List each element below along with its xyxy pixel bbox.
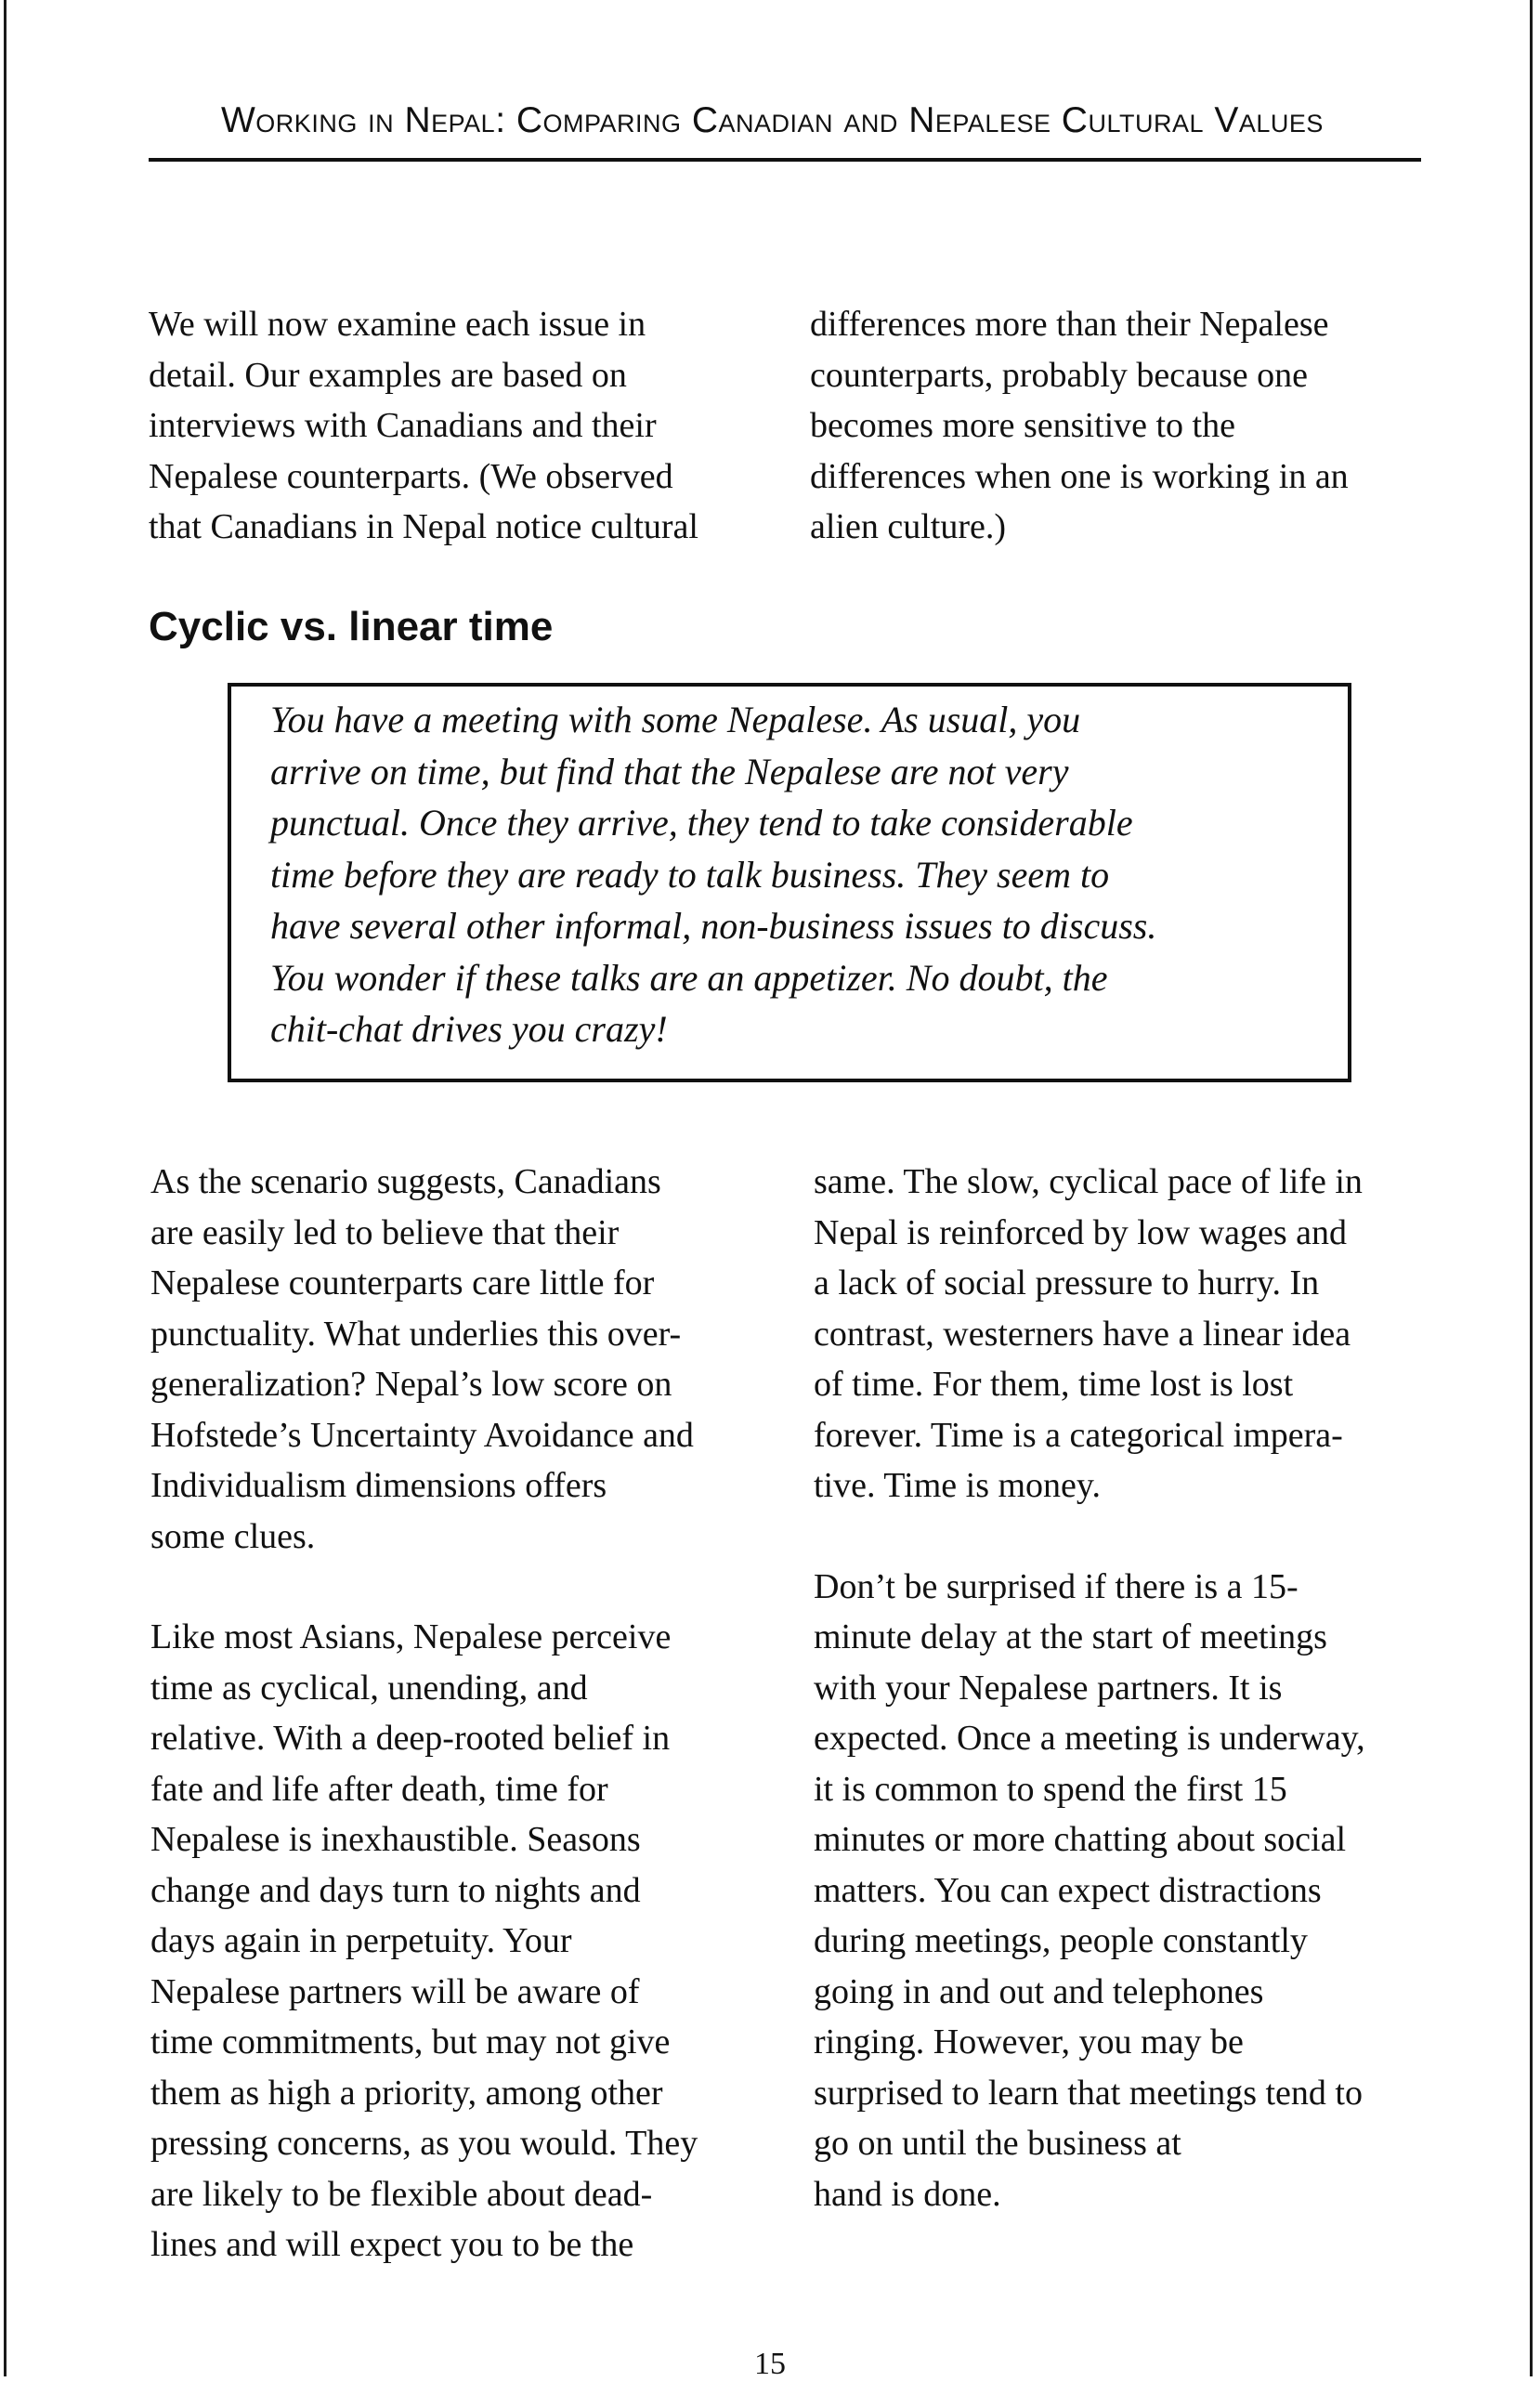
text-line: tive. Time is money. xyxy=(814,1466,1101,1505)
text-line: minutes or more chatting about social xyxy=(814,1820,1347,1859)
text-line: relative. With a deep-rooted belief in xyxy=(150,1719,671,1758)
scenario-line: punctual. Once they arrive, they tend to take considerable xyxy=(270,802,1133,844)
page-right-border xyxy=(1530,0,1533,2376)
text-line: that Canadians in Nepal notice cultural xyxy=(149,507,698,546)
text-line: interviews with Canadians and their xyxy=(149,406,657,445)
text-line: lines and will expect you to be the xyxy=(150,2225,634,2264)
text-line: Nepal is reinforced by low wages and xyxy=(814,1212,1348,1252)
scenario-line: have several other informal, non-business issues to discuss. xyxy=(270,905,1157,947)
text-line: it is common to spend the first 15 xyxy=(814,1769,1287,1809)
text-line: punctuality. What underlies this over- xyxy=(150,1314,682,1354)
page-number: 15 xyxy=(754,2347,786,2381)
text-line: surprised to learn that meetings tend to xyxy=(814,2073,1363,2113)
text-line: time as cyclical, unending, and xyxy=(150,1668,588,1708)
text-line: during meetings, people constantly xyxy=(814,1921,1308,1960)
text-line: a lack of social pressure to hurry. In xyxy=(814,1263,1320,1302)
text-line: Don’t be surprised if there is a 15- xyxy=(814,1566,1299,1606)
body-paragraph xyxy=(814,1562,1365,2220)
text-line: going in and out and telephones xyxy=(814,1971,1264,2011)
text-line: differences when one is working in an xyxy=(810,456,1349,496)
text-line: contrast, westerners have a linear idea xyxy=(814,1314,1351,1354)
text-line: minute delay at the start of meetings xyxy=(814,1617,1327,1656)
text-line: Like most Asians, Nepalese perceive xyxy=(150,1617,672,1656)
text-line: Nepalese is inexhaustible. Seasons xyxy=(150,1820,641,1859)
scenario-box xyxy=(228,683,1351,1082)
text-line: becomes more sensitive to the xyxy=(810,406,1235,445)
intro-left-column xyxy=(149,299,698,553)
body-paragraph xyxy=(150,1612,698,2271)
scenario-line: chit-chat drives you crazy! xyxy=(270,1008,668,1050)
text-line: Hofstede’s Uncertainty Avoidance and xyxy=(150,1415,694,1455)
text-line: time commitments, but may not give xyxy=(150,2022,671,2061)
text-line: fate and life after death, time for xyxy=(150,1769,608,1809)
text-line: are likely to be flexible about dead- xyxy=(150,2174,653,2214)
text-line: forever. Time is a categorical impera- xyxy=(814,1415,1343,1455)
intro-paragraph-right xyxy=(810,299,1349,553)
body-paragraph xyxy=(150,1157,698,1562)
text-line: matters. You can expect distractions xyxy=(814,1870,1322,1910)
intro-right-column xyxy=(810,299,1349,553)
text-line: same. The slow, cyclical pace of life in xyxy=(814,1162,1363,1201)
text-line: Nepalese counterparts care little for xyxy=(150,1263,655,1302)
body-left-column xyxy=(150,1157,698,2271)
text-line: alien culture.) xyxy=(810,507,1007,546)
text-line: with your Nepalese partners. It is xyxy=(814,1668,1283,1708)
scenario-text xyxy=(270,694,1156,1055)
text-line: We will now examine each issue in xyxy=(149,305,646,344)
text-line: As the scenario suggests, Canadians xyxy=(150,1162,661,1201)
text-line: Individualism dimensions offers xyxy=(150,1466,607,1505)
header-rule xyxy=(149,158,1421,162)
text-line: are easily led to believe that their xyxy=(150,1212,620,1252)
text-line: pressing concerns, as you would. They xyxy=(150,2124,698,2163)
text-line: change and days turn to nights and xyxy=(150,1870,641,1910)
scenario-line: time before they are ready to talk business. They seem to xyxy=(270,853,1110,896)
body-right-column xyxy=(814,1157,1365,2219)
section-heading: Cyclic vs. linear time xyxy=(149,604,554,649)
text-line: some clues. xyxy=(150,1516,316,1556)
text-line: go on until the business at xyxy=(814,2124,1181,2163)
text-line: days again in perpetuity. Your xyxy=(150,1921,572,1960)
scenario-line: You have a meeting with some Nepalese. As usual, you xyxy=(270,699,1081,740)
text-line: Nepalese partners will be aware of xyxy=(150,1971,640,2011)
text-line: them as high a priority, among other xyxy=(150,2073,663,2113)
intro-paragraph-left xyxy=(149,299,698,553)
text-line: of time. For them, time lost is lost xyxy=(814,1365,1294,1404)
text-line: generalization? Nepal’s low score on xyxy=(150,1365,672,1404)
running-head: Working in Nepal: Comparing Canadian and Nepalese Cultural Values xyxy=(221,100,1324,140)
text-line: ringing. However, you may be xyxy=(814,2022,1244,2061)
page-left-border xyxy=(4,0,7,2376)
body-paragraph xyxy=(814,1157,1365,1512)
text-line: detail. Our examples are based on xyxy=(149,355,627,395)
scenario-line: arrive on time, but find that the Nepalese are not very xyxy=(270,750,1069,792)
scenario-line: You wonder if these talks are an appetizer. No doubt, the xyxy=(270,956,1108,999)
text-line: expected. Once a meeting is underway, xyxy=(814,1719,1365,1758)
text-line: differences more than their Nepalese xyxy=(810,305,1329,344)
text-line: hand is done. xyxy=(814,2174,1001,2214)
text-line: counterparts, probably because one xyxy=(810,355,1309,395)
text-line: Nepalese counterparts. (We observed xyxy=(149,456,673,496)
